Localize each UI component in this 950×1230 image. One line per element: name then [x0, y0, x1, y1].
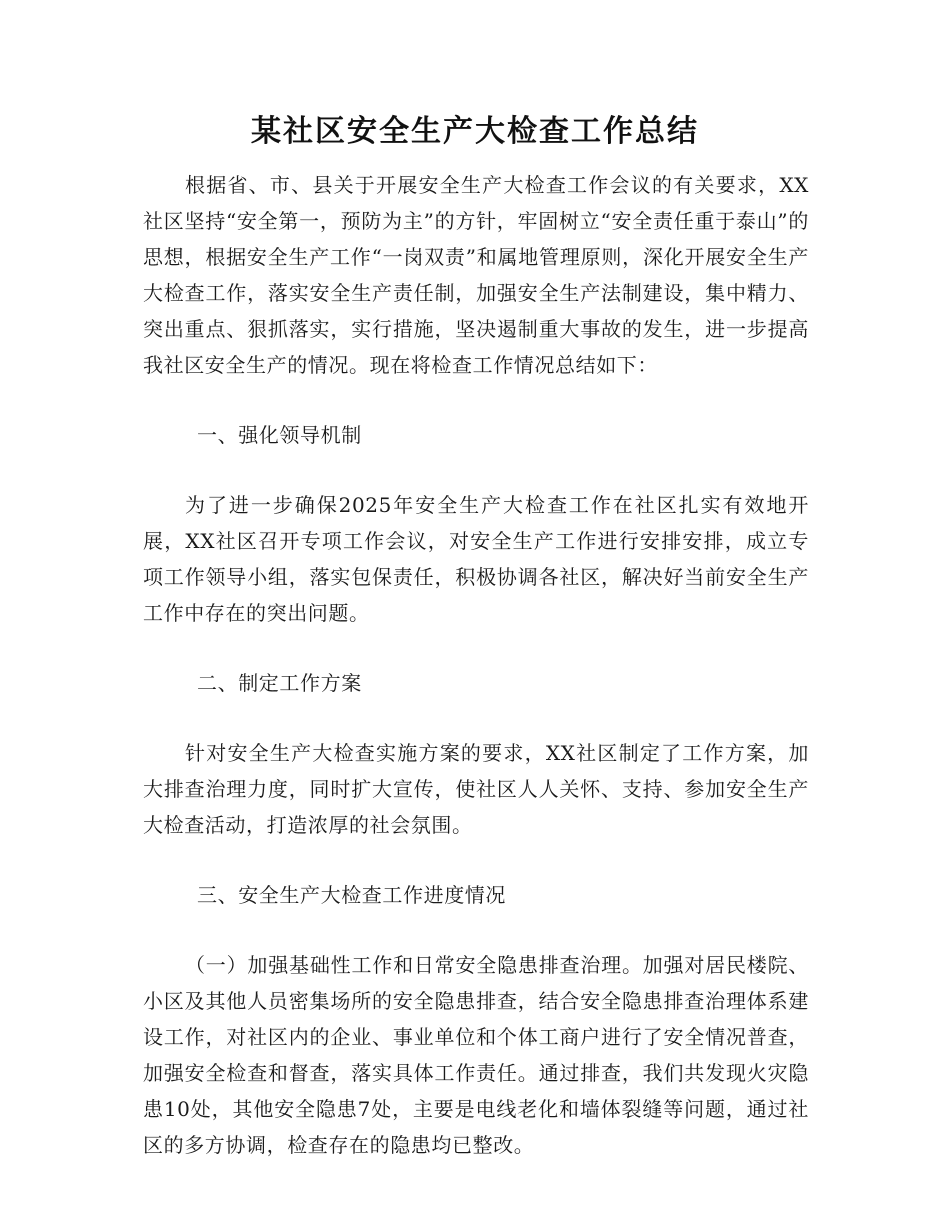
section-1-heading: 一、强化领导机制: [197, 423, 362, 447]
document-body: [143, 167, 809, 1163]
section-2-heading: 二、制定工作方案: [197, 671, 362, 695]
section-1-paragraph: 为了进一步确保2025年安全生产大检查工作在社区扎实有效地开展，XX社区召开专项工作会议，对安全生产工作进行安排安排，成立专项工作领导小组，落实包保责任，积极协调各社区，解决好当前安全生产工作中存在的突出问题。: [143, 493, 809, 625]
document-title: 某社区安全生产大检查工作总结: [251, 114, 699, 149]
section-3-paragraph: （一）加强基础性工作和日常安全隐患排查治理。加强对居民楼院、小区及其他人员密集场所的安全隐患排查，结合安全隐患排查治理体系建设工作，对社区内的企业、事业单位和个体工商户进行了安全情况普查，加强安全检查和督查，落实具体工作责任。通过排查，我们共发现火灾隐患10处，其他安全隐患7处，主要是电线老化和墙体裂缝等问题，通过社区的多方协调，检查存在的隐患均已整改。: [143, 953, 809, 1157]
section-3-heading: 三、安全生产大检查工作进度情况: [197, 883, 506, 907]
intro-paragraph: 根据省、市、县关于开展安全生产大检查工作会议的有关要求，XX社区坚持“安全第一，预防为主”的方针，牢固树立“安全责任重于泰山”的思想，根据安全生产工作“一岗双责”和属地管理原则，深化开展安全生产大检查工作，落实安全生产责任制，加强安全生产法制建设，集中精力、突出重点、狠抓落实，实行措施，坚决遏制重大事故的发生，进一步提高我社区安全生产的情况。现在将检查工作情况总结如下：: [143, 173, 809, 377]
section-2-paragraph: 针对安全生产大检查实施方案的要求，XX社区制定了工作方案，加大排查治理力度，同时扩大宣传，使社区人人关怀、支持、参加安全生产大检查活动，打造浓厚的社会氛围。: [143, 741, 809, 837]
